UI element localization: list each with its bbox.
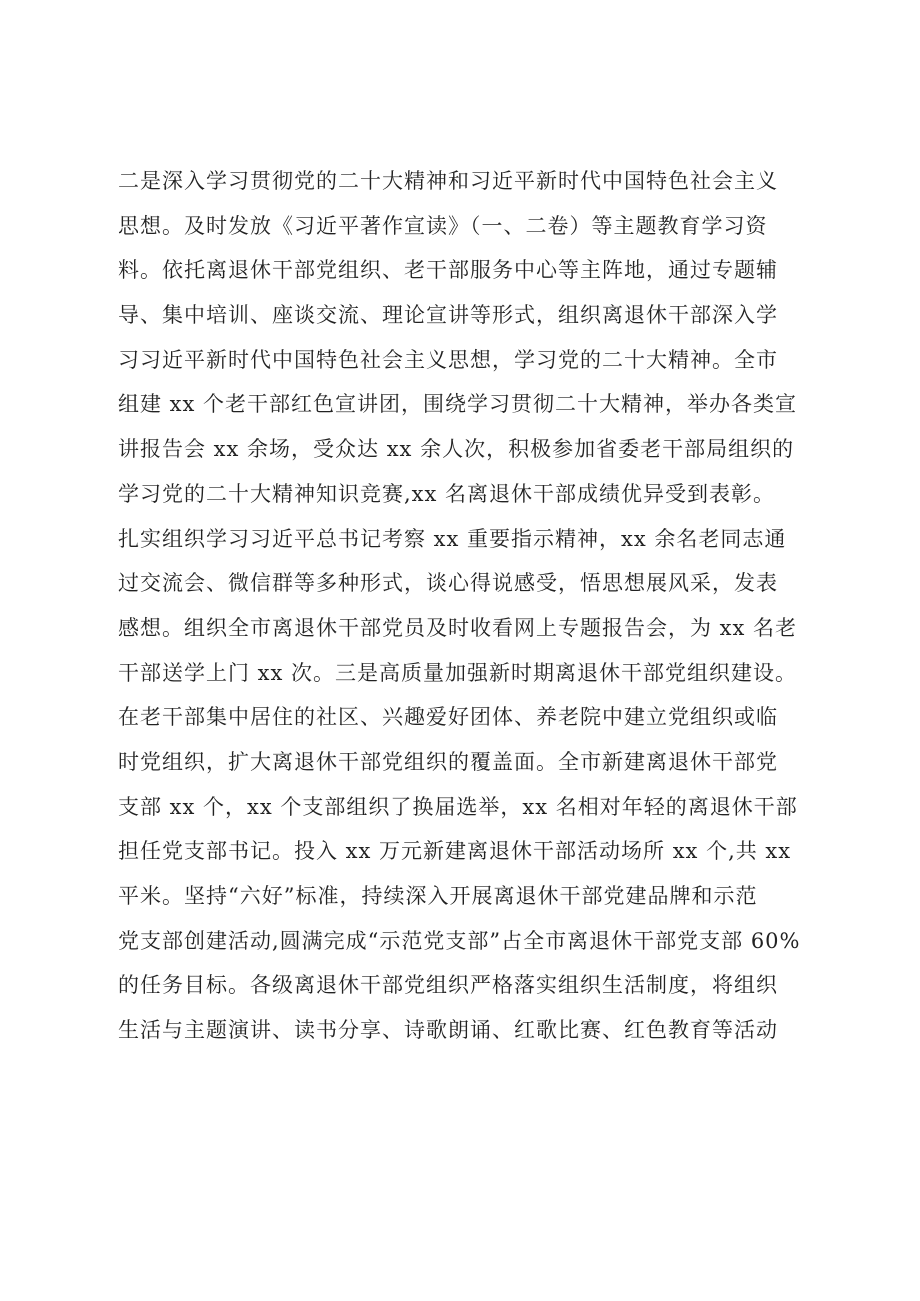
text-line: 组建 xx 个老干部红色宣讲团，围绕学习贯彻二十大精神，举办各类宣: [118, 392, 798, 417]
text-line: 学习党的二十大精神知识竞赛,xx 名离退休干部成绩优异受到表彰。: [118, 481, 776, 506]
text-line: 过交流会、微信群等多种形式，谈心得说感受，悟思想展风采，发表: [118, 571, 778, 596]
text-line: 感想。组织全市离退休干部党员及时收看网上专题报告会，为 xx 名老: [118, 615, 798, 640]
text-line: 支部 xx 个，xx 个支部组织了换届选举，xx 名相对年轻的离退休干部: [118, 794, 798, 819]
text-line: 二是深入学习贯彻党的二十大精神和习近平新时代中国特色社会主义: [118, 169, 778, 193]
text-line: 时党组织，扩大离退休干部党组织的覆盖面。全市新建离退休干部党: [118, 749, 778, 774]
text-line: 在老干部集中居住的社区、兴趣爱好团体、养老院中建立党组织或临: [118, 705, 778, 730]
text-line: 扎实组织学习习近平总书记考察 xx 重要指示精神，xx 余名老同志通: [118, 526, 787, 551]
text-line: 导、集中培训、座谈交流、理论宣讲等形式，组织离退休干部深入学: [118, 303, 778, 328]
text-line: 思想。及时发放《习近平著作宣读》（一、二卷）等主题教育学习资: [118, 213, 768, 238]
text-line: 担任党支部书记。投入 xx 万元新建离退休干部活动场所 xx 个,共 xx: [118, 839, 792, 864]
text-line: 党支部创建活动,圆满完成“示范党支部”占全市离退休干部党支部 60%: [118, 928, 801, 953]
text-line: 讲报告会 xx 余场，受众达 xx 余人次，积极参加省委老干部局组织的: [118, 437, 795, 462]
text-line: 平米。坚持“六好”标准，持续深入开展离退休干部党建品牌和示范: [118, 884, 758, 908]
text-line: 习习近平新时代中国特色社会主义思想，学习党的二十大精神。全市: [118, 347, 778, 372]
body-paragraph: [118, 159, 838, 1053]
text-line: 的任务目标。各级离退休干部党组织严格落实组织生活制度，将组织: [118, 973, 778, 998]
text-line: 生活与主题演讲、读书分享、诗歌朗诵、红歌比赛、红色教育等活动: [118, 1018, 778, 1043]
text-line: 干部送学上门 xx 次。三是高质量加强新时期离退休干部党组织建设。: [118, 660, 798, 685]
text-line: 料。依托离退休干部党组织、老干部服务中心等主阵地，通过专题辅: [118, 258, 778, 283]
